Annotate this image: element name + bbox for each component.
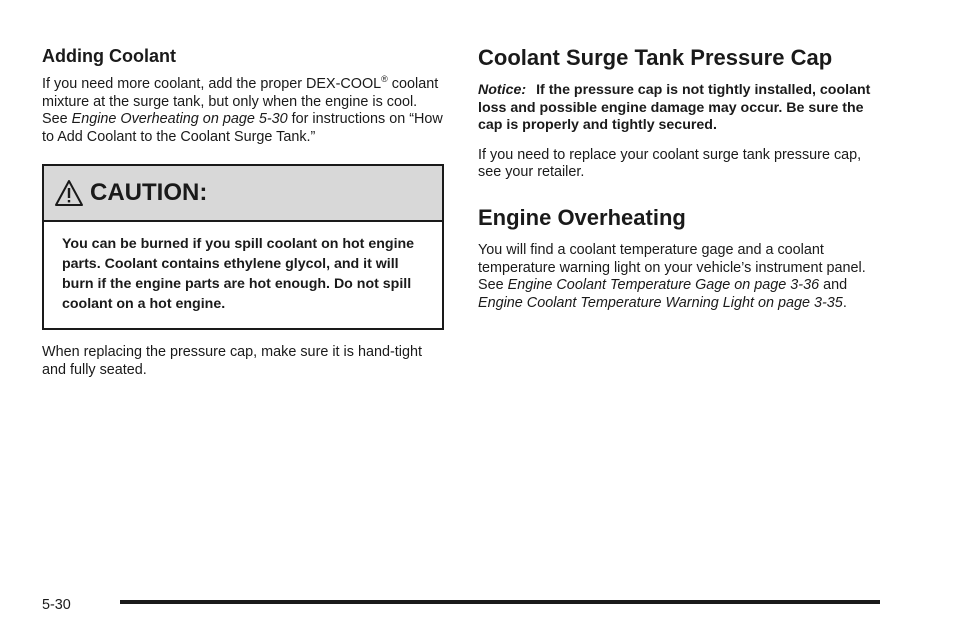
notice-label: Notice: [478, 82, 527, 98]
notice-text: If the pressure cap is not tightly installed, coolant loss and possible engine damage may occur. Be sure the cap is properly and tightly secured. [478, 82, 871, 134]
notice-paragraph [478, 82, 888, 135]
right-column [478, 44, 888, 312]
notice-block [478, 82, 888, 135]
caution-header [44, 166, 442, 222]
caution-box [42, 164, 444, 330]
pressure-cap-paragraph: When replacing the pressure cap, make sure it is hand-tight and fully seated. [42, 344, 422, 378]
replace-cap-paragraph: If you need to replace your coolant surge tank pressure cap, see your retailer. [478, 146, 862, 181]
page-number: 5-30 [42, 597, 71, 613]
adding-coolant-heading: Adding Coolant [42, 46, 176, 66]
text-span: You will find a coolant temperature gage and a coolant temperature warning light on your vehicle’s instrument panel. See [478, 241, 866, 294]
text-span: coolant mixture at the surge tank, but only when the engine is cool. See [42, 76, 439, 128]
text-span: . [842, 294, 847, 311]
engine-overheating-heading: Engine Overheating [478, 204, 686, 230]
caution-title: CAUTION: [90, 179, 208, 207]
registered-mark: ® [381, 74, 388, 84]
pressure-cap-heading: Coolant Surge Tank Pressure Cap [478, 45, 833, 70]
page-reference: Engine Overheating on page 5-30 [71, 111, 288, 128]
text-span: for instructions on “How to Add Coolant to the Coolant Surge Tank.” [42, 111, 443, 145]
adding-coolant-paragraph [42, 76, 444, 146]
caution-body [44, 222, 442, 328]
engine-overheating-paragraph [478, 242, 888, 312]
text-span: and [819, 277, 848, 294]
warning-triangle-icon [54, 179, 84, 207]
caution-text: You can be burned if you spill coolant on hot engine parts. Coolant contains ethylene glycol, and it will burn if the engine parts are hot enough. Do not spill coolant on a hot engine. [62, 236, 415, 313]
footer-rule [120, 600, 880, 604]
text-span: If you need more coolant, add the proper DEX-COOL [42, 76, 382, 92]
page-reference: Engine Coolant Temperature Warning Light on page 3-35 [478, 294, 843, 311]
page-reference: Engine Coolant Temperature Gage on page 3-36 [507, 277, 820, 294]
left-column [42, 44, 444, 380]
